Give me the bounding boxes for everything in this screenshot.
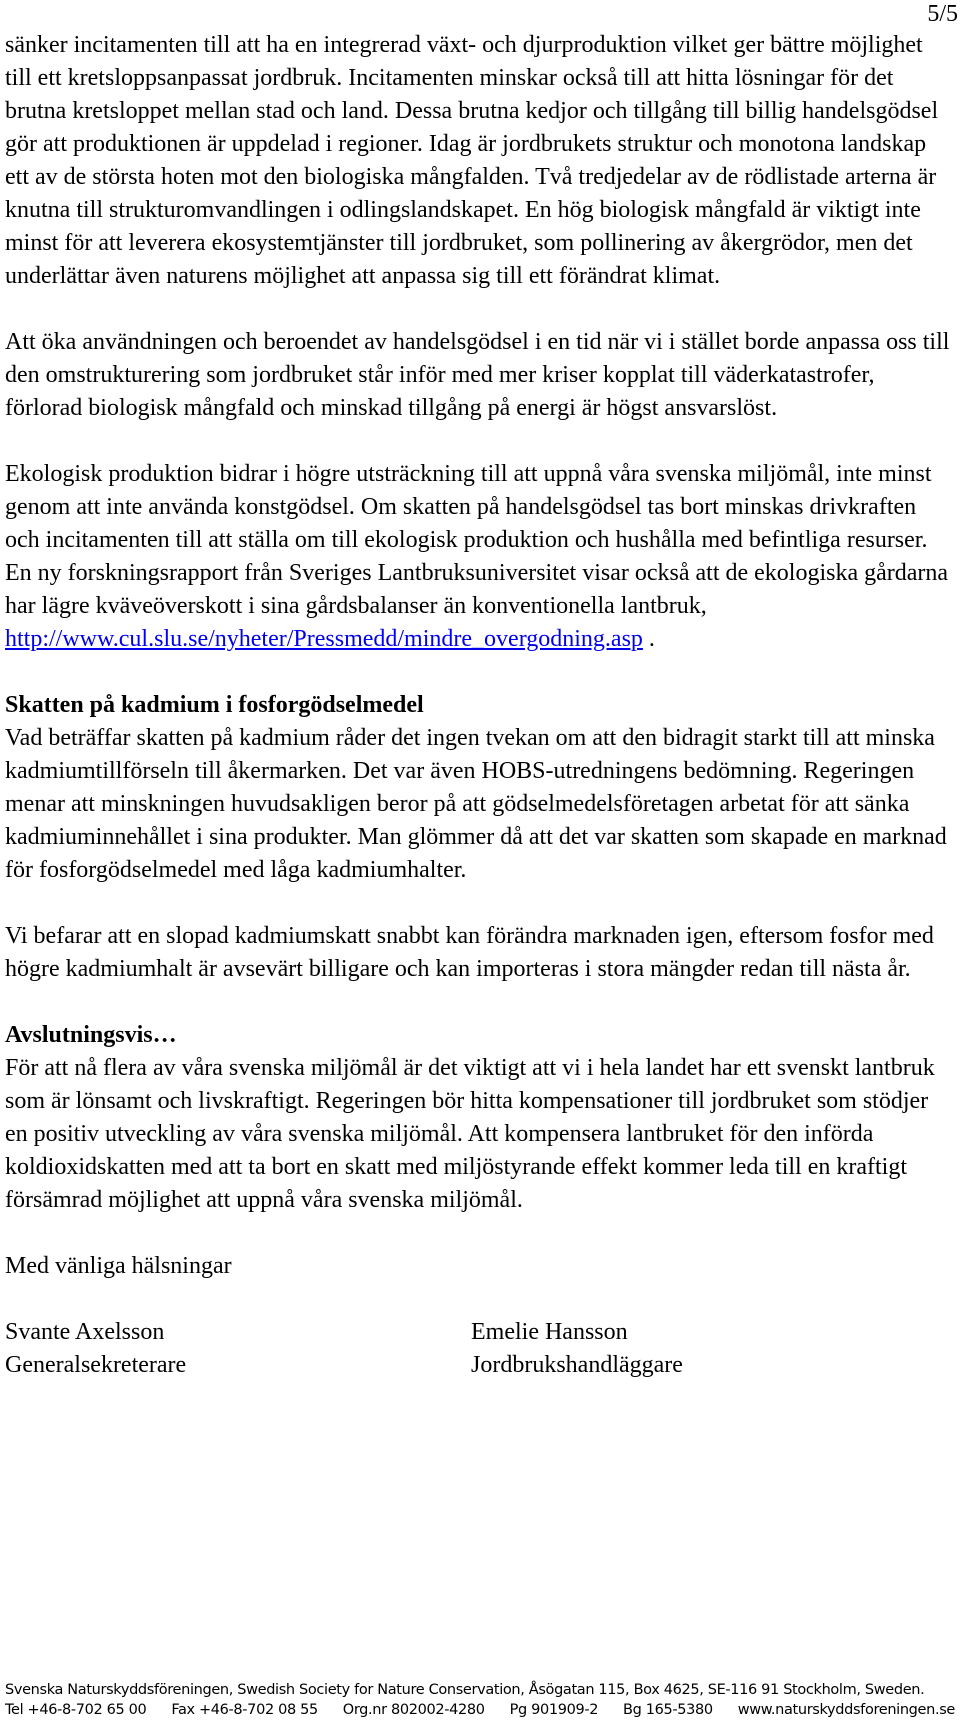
closing-greeting: Med vänliga hälsningar: [5, 1253, 232, 1279]
signatory-name: Emelie Hansson: [471, 1319, 628, 1345]
signatory-title: Jordbrukshandläggare: [471, 1352, 683, 1378]
footer-orgnr: Org.nr 802002-4280: [342, 1702, 485, 1718]
paragraph-fertilizer-dependence: Att öka användningen och beroendet av handelsgödsel i en tid när vi i stället borde anpassa oss till den omstrukturering som jordbruket står inför med mer kriser kopplat till väderkatastrofer, förlorad biologisk mångfald och minskad tillgång på energi är högst ansvarslöst.: [5, 329, 950, 421]
paragraph-organic-end: .: [642, 626, 655, 652]
paragraph-incentives: sänker incitamenten till att ha en integrerad växt- och djurproduktion vilket ger bättre möjlighet till ett kretsloppsanpassat jordbruk. Incitamenten minskar också till att hitta lösningar för det brutna kretsloppet mellan stad och land. Dessa brutna kedjor och tillgång till billig handelsgödsel gör att produktionen är uppdelad i regioner. Idag är jordbrukets struktur och monotona landskap ett av de största hoten mot den biologiska mångfalden. Två tredjedelar av de rödlistade arterna är knutna till strukturomvandlingen i odlingslandskapet. En hög biologisk mångfald är viktigt inte minst för att leverera ekosystemtjänster till jordbruket, som pollinering av åkergrödor, men det underlättar även naturens möjlighet att anpassa sig till ett förändrat klimat.: [5, 32, 939, 289]
paragraph-cadmium: Vad beträffar skatten på kadmium råder det ingen tvekan om att den bidragit starkt till att minska kadmiumtillförseln till åkermarken. Det var även HOBS-utredningens bedömning. Regeringen menar att minskningen huvudsakligen beror på att gödselmedelsföretagen arbetat för att sänka kadmiuminnehållet i sina produkter. Man glömmer då att det var skatten som skapade en marknad för fosforgödselmedel med låga kadmiumhalter.: [5, 725, 947, 883]
heading-conclusion: Avslutningsvis…: [5, 1022, 177, 1048]
paragraph-organic-production: [5, 458, 955, 656]
heading-cadmium-tax: Skatten på kadmium i fosforgödselmedel: [5, 692, 424, 718]
footer-address: Svenska Naturskyddsföreningen, Swedish Society for Nature Conservation, Åsögatan 115, Box 4625, SE-116 91 Stockholm, Sweden.: [5, 1682, 925, 1698]
page-footer: [5, 1680, 955, 1720]
paragraph-organic-text: Ekologisk produktion bidrar i högre utsträckning till att uppnå våra svenska miljömål, inte minst genom att inte använda konstgödsel. Om skatten på handelsgödsel tas bort minskas drivkraften och incitamenten till att ställa om till ekologisk produktion och hushålla med befintliga resurser. En ny forskningsrapport från Sveriges Lantbruksuniversitet visar också att de ekologiska gårdarna har lägre kväveöverskott i sina gårdsbalanser än konventionella lantbruk,: [5, 461, 949, 619]
signatory-title: Generalsekreterare: [5, 1352, 187, 1378]
signatory-1: [5, 1316, 471, 1382]
footer-website: www.naturskyddsforeningen.se: [737, 1702, 955, 1718]
footer-contact: [5, 1700, 955, 1720]
paragraph-cadmium-risk: Vi befarar att en slopad kadmiumskatt snabbt kan förändra marknaden igen, eftersom fosfor med högre kadmiumhalt är avsevärt billigare och kan importeras i stora mängder redan till nästa år.: [5, 923, 934, 982]
slu-press-release-link[interactable]: http://www.cul.slu.se/nyheter/Pressmedd/mindre_overgodning.asp: [5, 626, 643, 652]
letter-body: [5, 29, 955, 1382]
footer-bg: Bg 165-5380: [623, 1702, 713, 1718]
footer-tel: Tel +46-8-702 65 00: [5, 1702, 147, 1718]
footer-fax: Fax +46-8-702 08 55: [171, 1702, 318, 1718]
page-number: 5/5: [927, 1, 958, 27]
signature-block: [5, 1316, 955, 1382]
footer-pg: Pg 901909-2: [509, 1702, 599, 1718]
signatory-name: Svante Axelsson: [5, 1319, 165, 1345]
signatory-2: [471, 1316, 937, 1382]
paragraph-conclusion: För att nå flera av våra svenska miljömål är det viktigt att vi i hela landet har ett svenskt lantbruk som är lönsamt och livskraftigt. Regeringen bör hitta kompensationer till jordbruket som stödjer en positiv utveckling av våra svenska miljömål. Att kompensera lantbruket för den införda koldioxidskatten med att ta bort en skatt med miljöstyrande effekt kommer leda till en kraftigt försämrad möjlighet att uppnå våra svenska miljömål.: [5, 1055, 935, 1213]
